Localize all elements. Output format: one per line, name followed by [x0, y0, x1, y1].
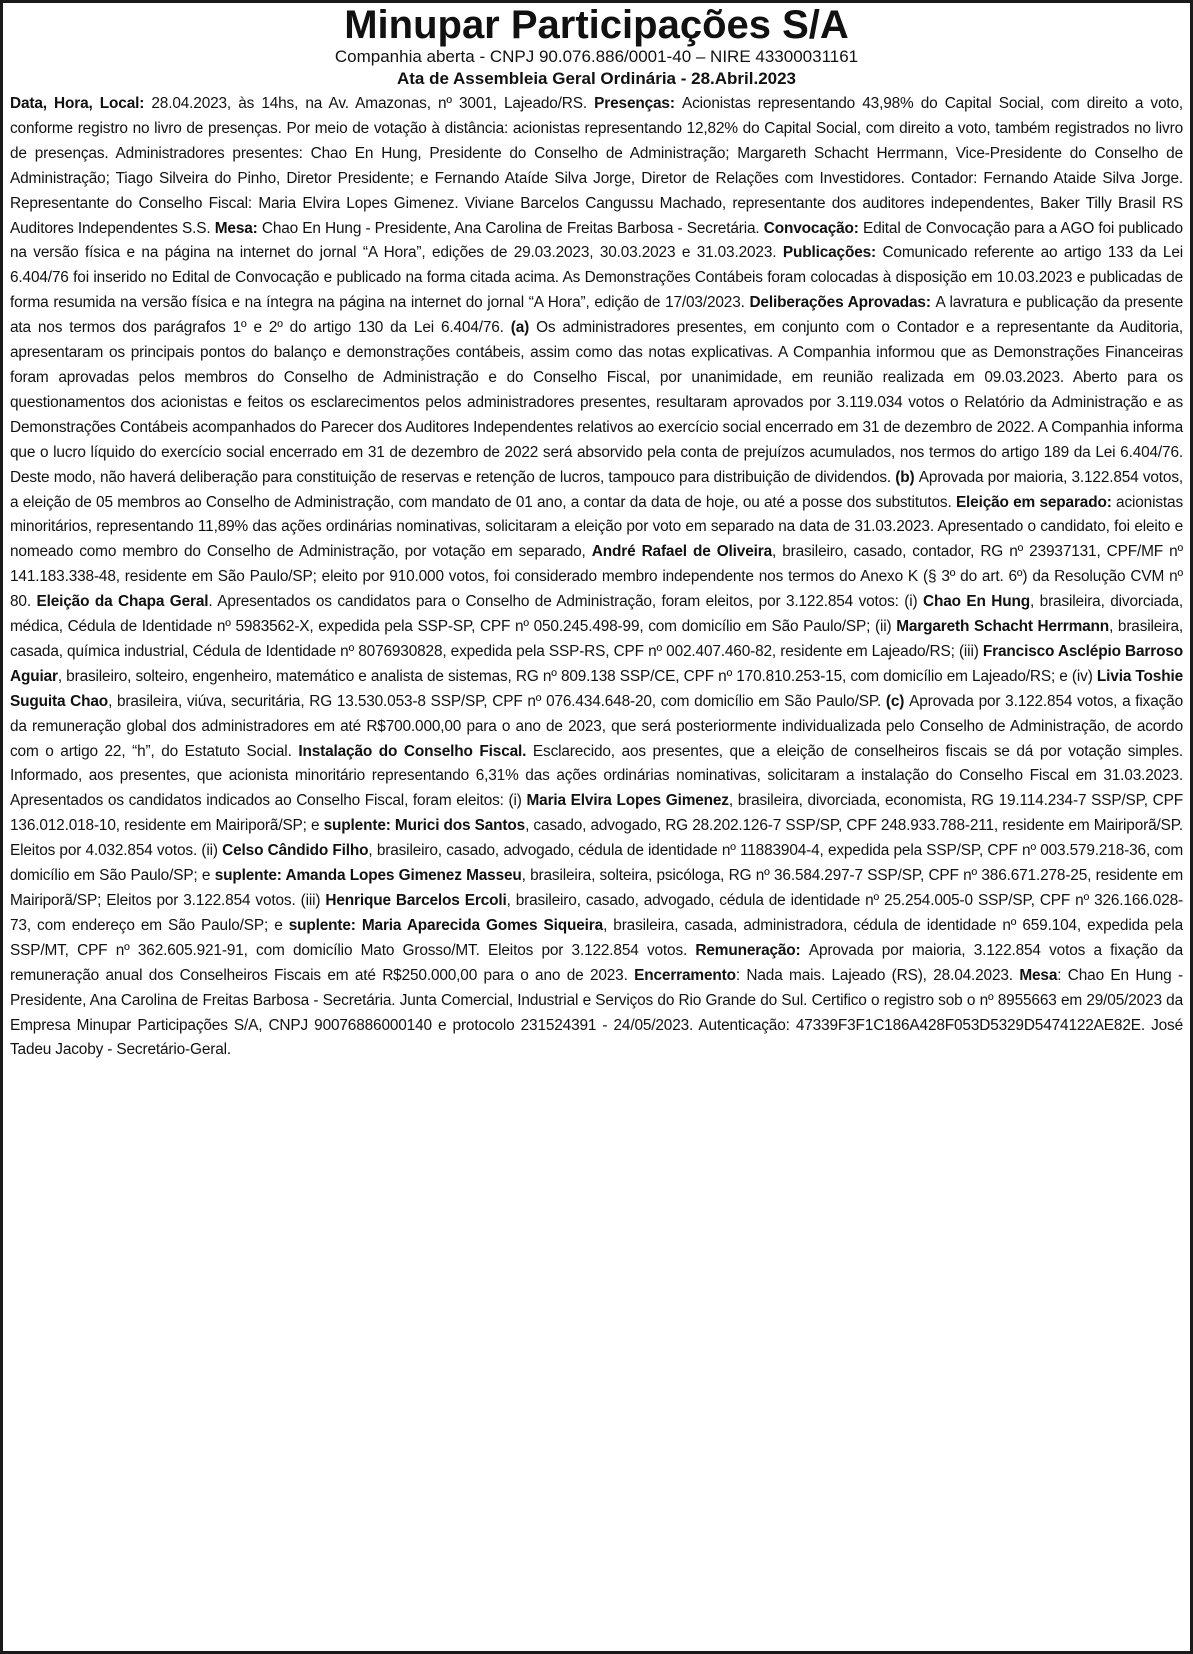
minutes-title: Ata de Assembleia Geral Ordinária - 28.Abril.2023	[396, 69, 797, 88]
bold-run: Presenças:	[594, 95, 682, 112]
text-run: , brasileira, casada, química industrial, Cédula de Identidade nº 8076930828, expedida pela SSP-RS, CPF nº 002.407.460-82, residente em Lajeado/RS; (iii)	[10, 618, 1183, 660]
notice-content	[10, 4, 1183, 1063]
text-run: Chao En Hung - Presidente, Ana Carolina de Freitas Barbosa - Secretária.	[261, 219, 764, 237]
text-run: , brasileiro, casado, advogado, cédula de identidade nº 11883904-4, expedida pela SSP/SP, CPF nº 003.579.218-36, com domicílio em São Paulo/SP; e	[10, 842, 1183, 885]
bold-run: Data, Hora, Local:	[10, 95, 152, 112]
bold-run: Margareth Schacht Herrmann	[896, 618, 1110, 636]
bold-run: Deliberações Aprovadas:	[749, 294, 936, 312]
bold-run: André Rafael de Oliveira	[591, 543, 772, 561]
text-run: , brasileira, solteira, psicóloga, RG nº 36.584.297-7 SSP/SP, CPF nº 386.671.278-25, residente em Mairiporã/SP; Eleitos por 3.122.854 votos. (iii)	[10, 867, 1184, 909]
text-run: . Apresentados os candidatos para o Conselho de Administração, foram eleitos, por 3.122.854 votos: (i)	[208, 593, 924, 611]
text-run: Aprovada por maioria, 3.122.854 votos, a eleição de 05 membros ao Conselho de Administração, com mandato de 01 ano, a contar da data de hoje, ou até a posse dos substitutos.	[10, 468, 1183, 511]
bold-run: Chao En Hung	[923, 593, 1031, 611]
text-run: , brasileira, divorciada, economista, RG 19.114.234-7 SSP/SP, CPF 136.012.018-10, residente em Mairiporã/SP; e	[10, 792, 1183, 835]
text-run: , brasileiro, casado, advogado, cédula de identidade nº 25.254.005-0 SSP/SP, CPF nº 326.166.028-73, com endereço em São Paulo/SP; e	[10, 892, 1183, 934]
bold-run: Encerramento	[634, 966, 736, 984]
text-run: Aprovada por 3.122.854 votos, a fixação da remuneração global dos administradores em até R$700.000,00 para o ano de 2023, que será posteriormente individualizada pelo Conselho de Administração, de acordo com o artigo 22, “h”, do Estatuto Social.	[10, 692, 1183, 760]
text-run: , brasileiro, solteiro, engenheiro, matemático e analista de sistemas, RG nº 809.138 SSP/CE, CPF nº 170.810.253-15, com domicílio em Lajeado/RS; e (iv)	[57, 667, 1097, 685]
text-run: Acionistas representando 43,98% do Capital Social, com direito a voto, conforme registro no livro de presenças. Por meio de votação à distância: acionistas representando 12,82% do Capital Social, com direito a voto, também registrados no livro de presenças. Administradores presentes: Chao En Hung, Presidente do Conselho de Administração; Margareth Schacht Herrmann, Vice-Presidente do Conselho de Administração; Tiago Silveira do Pinho, Diretor Presidente; e Fernando Ataíde Silva Jorge, Diretor de Relações com Investidores. Contador: Fernando Ataide Silva Jorge. Representante do Conselho Fiscal: Maria Elvira Lopes Gimenez. Viviane Barcelos Cangussu Machado, representante dos auditores independentes, Baker Tilly Brasil RS Auditores Independentes S.S.	[10, 95, 1184, 237]
text-run: , brasileira, casada, administradora, cédula de identidade nº 659.104, expedida pela SSP/MT, CPF nº 362.605.921-91, com domicílio Mato Grosso/MT. Eleitos por 3.122.854 votos.	[10, 916, 1184, 959]
text-run: Esclarecido, aos presentes, que a eleição de conselheiros fiscais se dá por votação simples. Informado, aos presentes, que acionista minoritário representando 6,31% das ações ordinárias nominativas, solicitaram a instalação do Conselho Fiscal em 31.03.2023. Apresentados os candidatos indicados ao Conselho Fiscal, foram eleitos: (i)	[10, 742, 1184, 810]
text-run: , brasileira, divorciada, médica, Cédula de Identidade nº 5983562-X, expedida pela SSP-SP, CPF nº 050.245.498-99, com domicílio em São Paulo/SP; (ii)	[10, 593, 1184, 636]
text-run: Edital de Convocação para a AGO foi publicado na versão física e na página na internet do jornal “A Hora”, edições de 29.03.2023, 30.03.2023 e 31.03.2023.	[10, 219, 1183, 262]
bold-run: suplente: Maria Aparecida Gomes Siqueira	[288, 916, 604, 934]
bold-run: Livia Toshie Suguita Chao	[10, 667, 1183, 710]
bold-run: Francisco Asclépio Barroso Aguiar	[10, 642, 1184, 685]
text-run: Aprovada por maioria, 3.122.854 votos a fixação da remuneração anual dos Conselheiros Fiscais em até R$250.000,00 para o ano de 2023.	[10, 941, 1183, 984]
text-run: acionistas minoritários, representando 11,89% das ações ordinárias nominativas, solicitaram a eleição por voto em separado na data de 31.03.2023. Apresentado o candidato, foi eleito e nomeado como membro do Conselho de Administração, por votação em separado,	[10, 493, 1183, 561]
bold-run: Henrique Barcelos Ercoli	[325, 892, 507, 909]
bold-run: (b)	[895, 468, 919, 486]
text-run: , brasileiro, casado, contador, RG nº 23937131, CPF/MF nº 141.183.338-48, residente em São Paulo/SP; eleito por 910.000 votos, foi considerado membro independente nos termos do Anexo K (§ 3º do art. 6º) da Resolução CVM nº 80.	[10, 543, 1184, 611]
bold-run: suplente: Amanda Lopes Gimenez Masseu	[214, 867, 522, 885]
text-run: , casado, advogado, RG 28.202.126-7 SSP/SP, CPF 248.933.788-211, residente em Mairiporã/SP. Eleitos por 4.032.854 votos. (ii)	[10, 817, 1184, 860]
text-run: Comunicado referente ao artigo 133 da Lei 6.404/76 foi inserido no Edital de Convocação e publicado na forma citada acima. As Demonstrações Contábeis foram colocadas à disposição em 10.03.2023 e publicadas de forma resumida na versão física e na íntegra na página na internet do jornal “A Hora”, edição de 17/03/2023.	[10, 244, 1184, 312]
company-title: Minupar Participações S/A	[344, 3, 849, 47]
text-run: : Chao En Hung - Presidente, Ana Carolina de Freitas Barbosa - Secretária. Junta Comercial, Industrial e Serviços do Rio Grande do Sul. Certifico o registro sob o nº 8955663 em 29/05/2023 da Empresa Minupar Participações S/A, CNPJ 90076886000140 e protocolo 231524391 - 24/05/2023. Autenticação: 47339F3F1C186A428F053D5329D5474122AE82E. José Tadeu Jacoby - Secretário-Geral.	[10, 966, 1183, 1059]
bold-run: Convocação:	[763, 219, 863, 237]
bold-run: Remuneração:	[695, 941, 809, 959]
text-run: A lavratura e publicação da presente ata nos termos dos parágrafos 1º e 2º do artigo 130 da Lei 6.404/76.	[10, 294, 1183, 337]
bold-run: Celso Cândido Filho	[222, 842, 369, 860]
bold-run: Instalação do Conselho Fiscal.	[298, 742, 533, 760]
text-run: , brasileira, viúva, securitária, RG 13.530.053-8 SSP/SP, CPF nº 076.434.648-20, com domicílio em São Paulo/SP.	[108, 692, 886, 710]
text-run: 28.04.2023, às 14hs, na Av. Amazonas, nº 3001, Lajeado/RS.	[151, 95, 595, 112]
bold-run: suplente: Murici dos Santos	[323, 817, 526, 835]
company-registration: Companhia aberta - CNPJ 90.076.886/0001-40 – NIRE 43300031161	[334, 47, 859, 66]
minutes-body	[10, 92, 1183, 1063]
bold-run: Eleição em separado:	[955, 493, 1117, 511]
bold-run: (a)	[510, 319, 537, 337]
bold-run: Mesa:	[214, 219, 262, 237]
bold-run: (c)	[885, 692, 910, 710]
text-run: : Nada mais. Lajeado (RS), 28.04.2023.	[735, 966, 1020, 984]
bold-run: Eleição da Chapa Geral	[36, 593, 209, 611]
bold-run: Maria Elvira Lopes Gimenez	[526, 792, 729, 810]
bold-run: Publicações:	[782, 244, 883, 262]
text-run: Os administradores presentes, em conjunto com o Contador e a representante da Auditoria, apresentaram os principais pontos do balanço e demonstrações contábeis, assim como das notas explicativas. A Companhia informou que as Demonstrações Financeiras foram aprovadas pelos membros do Conselho de Administração e do Conselho Fiscal, por unanimidade, em reunião realizada em 09.03.2023. Aberto para os questionamentos dos acionistas e feitos os esclarecimentos pelos administradores presentes, resultaram aprovados por 3.119.034 votos o Relatório da Administração e as Demonstrações Contábeis acompanhados do Parecer dos Auditores Independentes relativos ao exercício social encerrado em 31 de dezembro de 2022. A Companhia informa que o lucro líquido do exercício social encerrado em 31 de dezembro de 2022 será absorvido pela conta de prejuízos acumulados, nos termos do artigo 189 da Lei 6.404/76. Deste modo, não haverá deliberação para constituição de reservas e retenção de lucros, tampouco para distribuição de dividendos.	[10, 319, 1183, 486]
bold-run: Mesa	[1019, 966, 1058, 984]
